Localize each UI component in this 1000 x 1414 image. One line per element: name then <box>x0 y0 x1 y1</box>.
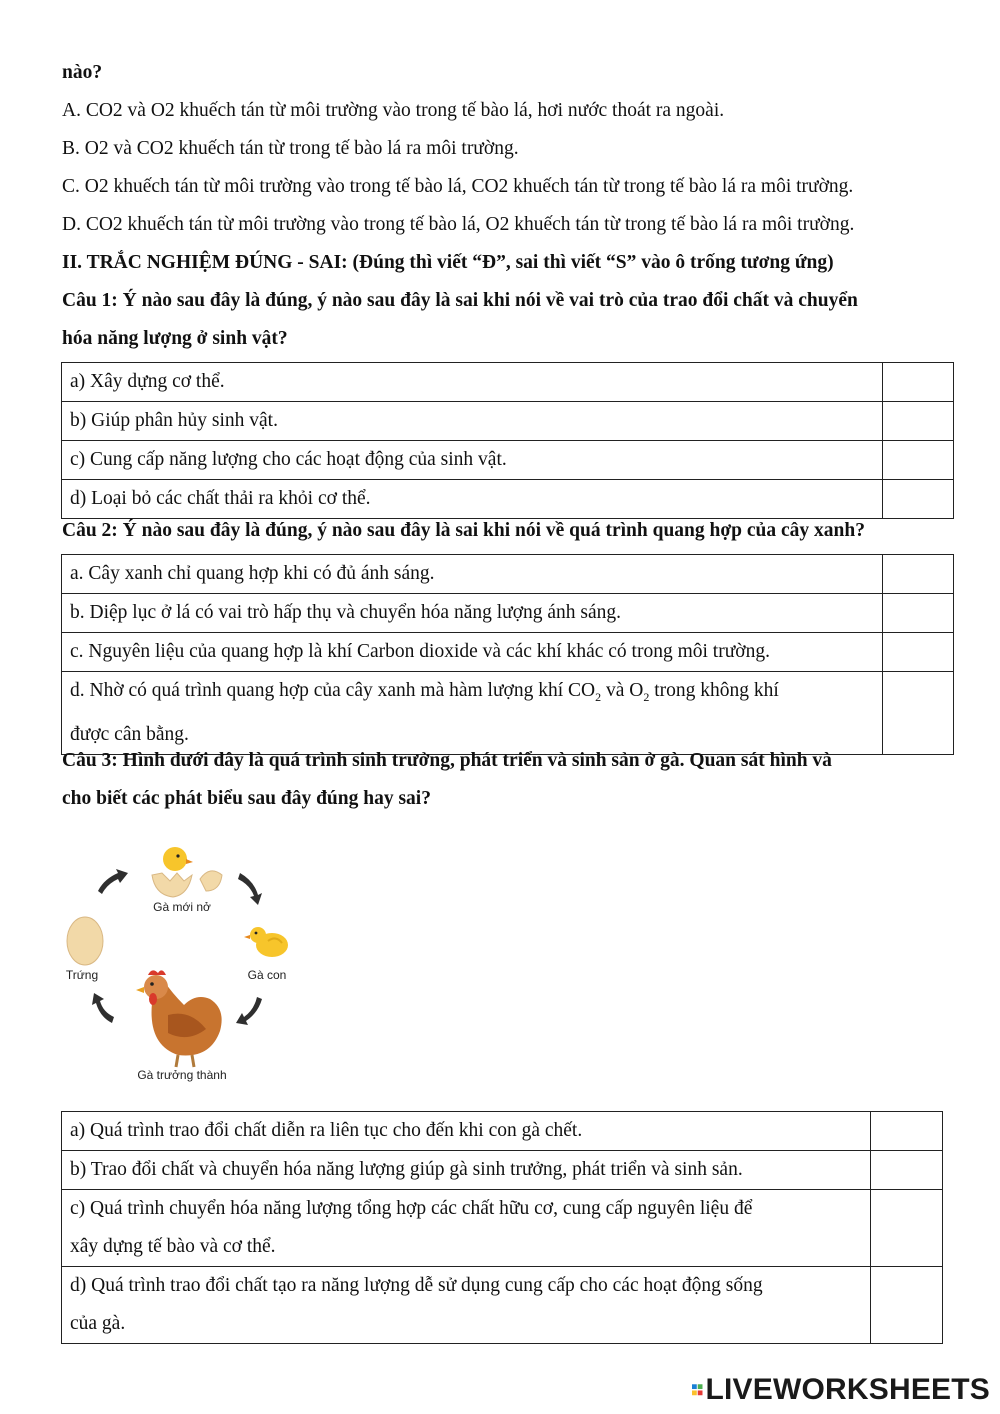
chick-icon <box>244 927 288 957</box>
q2-table <box>61 554 954 755</box>
arrow-icon <box>236 997 262 1025</box>
q1-prompt-line2: hóa năng lượng ở sinh vật? <box>62 328 288 349</box>
answer-box[interactable] <box>871 1267 943 1344</box>
q2-prompt: Câu 2: Ý nào sau đây là đúng, ý nào sau đây là sai khi nói về quá trình quang hợp của cây xanh? <box>62 520 865 541</box>
egg-icon <box>67 917 103 965</box>
q1-statement-a: a) Xây dựng cơ thể. <box>62 363 883 402</box>
answer-box[interactable] <box>883 441 954 480</box>
q2-d-sub1: 2 <box>595 689 602 704</box>
q3-prompt-line1: Câu 3: Hình dưới đây là quá trình sinh trưởng, phát triển và sinh sản ở gà. Quan sát hình và <box>62 750 832 771</box>
q3-statement-d <box>62 1267 871 1344</box>
q3-c-line2: xây dựng tế bào và cơ thể. <box>70 1236 276 1257</box>
q2-d-part3: trong không khí <box>649 680 779 701</box>
answer-box[interactable] <box>871 1190 943 1267</box>
answer-box[interactable] <box>883 363 954 402</box>
hen-icon <box>136 970 222 1067</box>
arrow-icon <box>92 993 114 1023</box>
liveworksheets-brand: LIVEWORKSHEETS <box>705 1373 990 1406</box>
q2-d-sub2: 2 <box>643 689 650 704</box>
table-row <box>62 555 954 594</box>
table-row <box>62 1151 943 1190</box>
table-row <box>62 633 954 672</box>
q3-a-line1: a) Quá trình trao đổi chất diễn ra liên tục cho đến khi con gà chết. <box>70 1120 583 1141</box>
q1-statement-b: b) Giúp phân hủy sinh vật. <box>62 402 883 441</box>
table-row <box>62 441 954 480</box>
label-hatchling: Gà mới nở <box>153 900 211 914</box>
liveworksheets-logo-icon <box>692 1378 703 1402</box>
liveworksheets-logo <box>692 1372 990 1408</box>
table-row <box>62 1190 943 1267</box>
q2-statement-a: a. Cây xanh chỉ quang hợp khi có đủ ánh sáng. <box>62 555 883 594</box>
table-row <box>62 594 954 633</box>
q3-c-line1: c) Quá trình chuyển hóa năng lượng tổng hợp các chất hữu cơ, cung cấp nguyên liệu để <box>70 1198 753 1219</box>
arrow-icon <box>238 873 262 905</box>
q2-statement-c: c. Nguyên liệu của quang hợp là khí Carbon dioxide và các khí khác có trong môi trường. <box>62 633 883 672</box>
q2-statement-d <box>62 672 883 755</box>
q3-prompt-line2: cho biết các phát biểu sau đây đúng hay sai? <box>62 788 431 809</box>
q3-d-line2: của gà. <box>70 1313 126 1334</box>
answer-box[interactable] <box>883 402 954 441</box>
q3-statement-a <box>62 1112 871 1151</box>
label-egg: Trứng <box>65 968 99 982</box>
q2-statement-b: b. Diệp lục ở lá có vai trò hấp thụ và chuyển hóa năng lượng ánh sáng. <box>62 594 883 633</box>
section-title: II. TRẮC NGHIỆM ĐÚNG - SAI: (Đúng thì viết “Đ”, sai thì viết “S” vào ô trống tương ứng) <box>62 252 834 273</box>
table-row <box>62 1112 943 1151</box>
label-adult: Gà trưởng thành <box>137 1068 227 1082</box>
q2-d-part1: d. Nhờ có quá trình quang hợp của cây xanh mà hàm lượng khí CO <box>70 680 596 701</box>
q3-b-line1: b) Trao đổi chất và chuyển hóa năng lượng giúp gà sinh trưởng, phát triển và sinh sản. <box>70 1159 743 1180</box>
answer-box[interactable] <box>883 633 954 672</box>
table-row <box>62 402 954 441</box>
chicken-life-cycle-diagram <box>60 833 300 1085</box>
q1-prompt-line1: Câu 1: Ý nào sau đây là đúng, ý nào sau đây là sai khi nói về vai trò của trao đổi chất và chuyển <box>62 290 858 311</box>
q3-statement-b <box>62 1151 871 1190</box>
answer-box[interactable] <box>883 555 954 594</box>
option-b: B. O2 và CO2 khuếch tán từ trong tế bào lá ra môi trường. <box>62 138 519 159</box>
table-row <box>62 363 954 402</box>
table-row <box>62 480 954 519</box>
answer-box[interactable] <box>883 594 954 633</box>
q1-statement-c: c) Cung cấp năng lượng cho các hoạt động của sinh vật. <box>62 441 883 480</box>
prev-question-tail: nào? <box>62 62 103 83</box>
arrow-icon <box>98 869 128 894</box>
q1-statement-d: d) Loại bỏ các chất thải ra khỏi cơ thể. <box>62 480 883 519</box>
table-row <box>62 1267 943 1344</box>
answer-box[interactable] <box>871 1151 943 1190</box>
q3-table <box>61 1111 943 1344</box>
table-row <box>62 672 954 755</box>
hatchling-icon <box>152 847 222 897</box>
option-d: D. CO2 khuếch tán từ môi trường vào trong tế bào lá, O2 khuếch tán từ trong tế bào lá ra môi trường. <box>62 214 855 235</box>
q3-statement-c <box>62 1190 871 1267</box>
option-a: A. CO2 và O2 khuếch tán từ môi trường vào trong tế bào lá, hơi nước thoát ra ngoài. <box>62 100 725 121</box>
q2-d-part2: và O <box>601 680 644 701</box>
q1-table <box>61 362 954 519</box>
q3-d-line1: d) Quá trình trao đổi chất tạo ra năng lượng dễ sử dụng cung cấp cho các hoạt động sống <box>70 1275 763 1296</box>
label-chick: Gà con <box>247 968 287 982</box>
answer-box[interactable] <box>871 1112 943 1151</box>
answer-box[interactable] <box>883 672 954 755</box>
option-c: C. O2 khuếch tán từ môi trường vào trong tế bào lá, CO2 khuếch tán từ trong tế bào lá ra môi trường. <box>62 176 854 197</box>
q2-d-line2: được cân bằng. <box>70 723 189 745</box>
answer-box[interactable] <box>883 480 954 519</box>
